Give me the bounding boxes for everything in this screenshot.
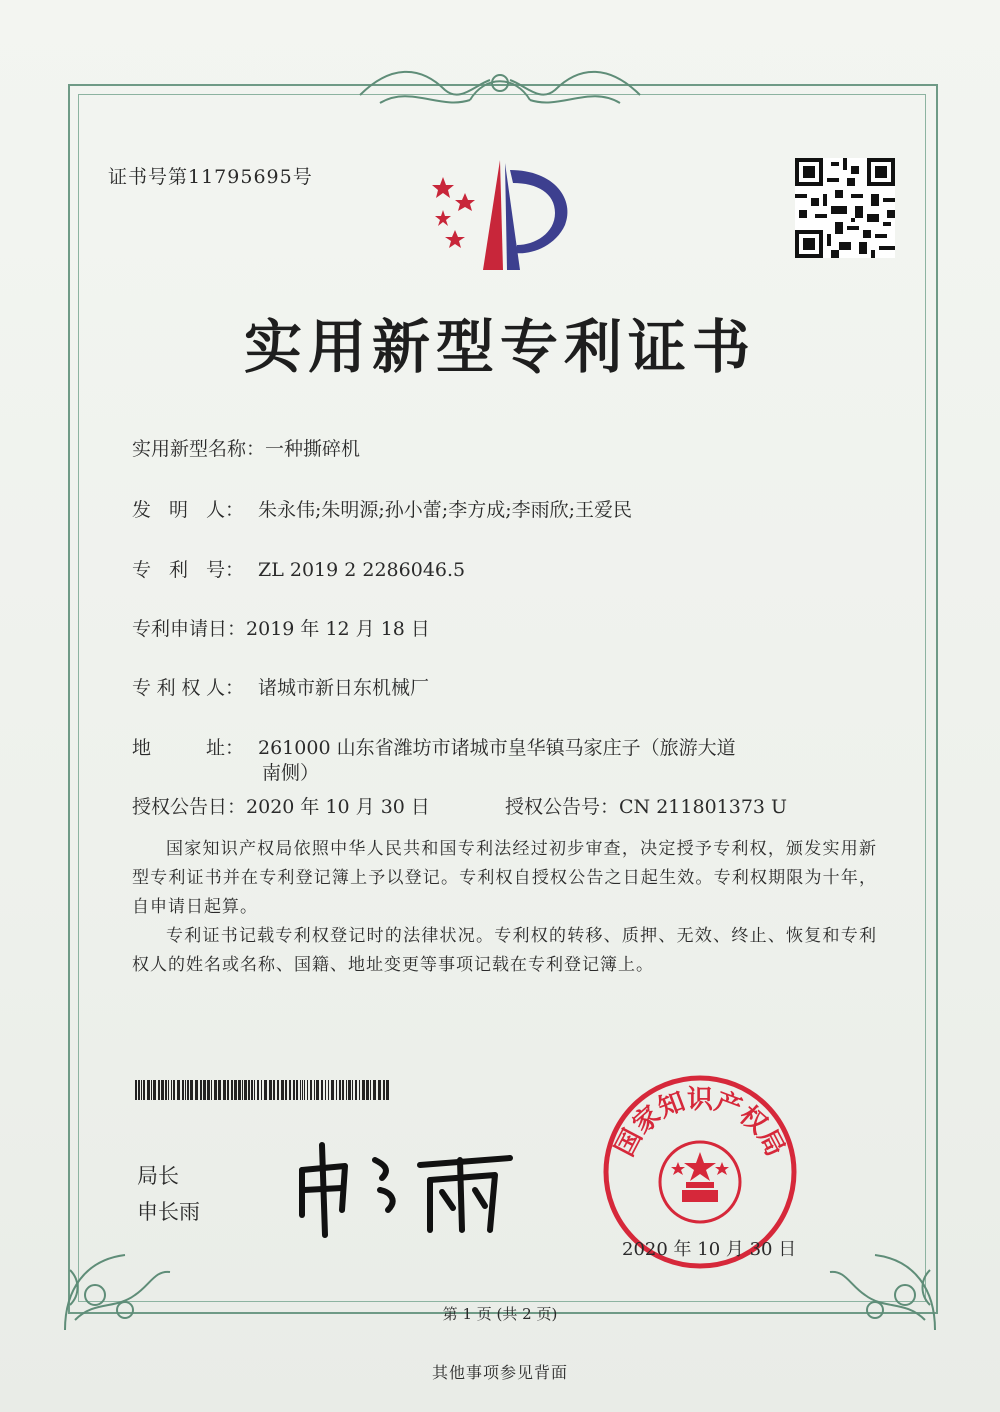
- seal-date: 2020 年 10 月 30 日: [622, 1239, 797, 1260]
- field-value: 朱永伟;朱明源;孙小蕾;李方成;李雨欣;王爱民: [258, 499, 633, 521]
- field-patent-number: [132, 555, 465, 582]
- qr-code-icon: [795, 158, 895, 258]
- statement-paragraph-2: 专利证书记载专利权登记时的法律状况。专利权的转移、质押、无效、终止、恢复和专利权人的姓名或名称、国籍、地址变更等事项记载在专利登记簿上。: [132, 926, 877, 975]
- field-label: 授权公告号：: [505, 796, 620, 818]
- director-title: 局长: [137, 1164, 179, 1188]
- field-label: 专利申请日：: [132, 618, 247, 640]
- ornament-icon: [350, 55, 650, 115]
- field-label: 专 利 号：: [132, 559, 244, 581]
- field-label: 地 址：: [132, 737, 244, 759]
- field-address-line2: 南侧）: [262, 762, 320, 784]
- director-name: 申长雨: [137, 1200, 200, 1224]
- page-indicator: 第 1 页 (共 2 页): [442, 1305, 558, 1323]
- field-value: 诸城市新日东机械厂: [258, 677, 430, 699]
- field-publication-date: [132, 792, 430, 819]
- barcode-icon: [135, 1080, 390, 1100]
- certificate-number: 证书号第11795695号: [108, 166, 313, 188]
- field-patentee: [132, 673, 429, 700]
- field-value: 一种撕碎机: [265, 438, 361, 460]
- footer-note: 其他事项参见背面: [431, 1363, 568, 1382]
- field-filing-date: [132, 614, 430, 641]
- field-utility-model-name: [132, 434, 360, 461]
- field-publication-number: [505, 792, 787, 819]
- field-address: [132, 733, 736, 760]
- director-signature: [290, 1130, 520, 1240]
- field-value: 261000 山东省潍坊市诸城市皇华镇马家庄子（旅游大道: [258, 737, 736, 759]
- field-label: 发 明 人：: [132, 499, 244, 521]
- svg-text:国家知识产权局: [610, 1085, 790, 1161]
- field-inventor: [132, 495, 632, 522]
- field-value: 2019 年 12 月 18 日: [246, 618, 430, 640]
- field-value: 2020 年 10 月 30 日: [246, 796, 430, 818]
- emblem-logo-icon: [425, 155, 580, 280]
- field-label: 实用新型名称：: [132, 438, 266, 460]
- certificate-title: 实用新型专利证书: [243, 313, 756, 381]
- field-value: ZL 2019 2 2286046.5: [258, 559, 466, 581]
- field-value: CN 211801373 U: [619, 796, 788, 818]
- statement-paragraph-1: 国家知识产权局依照中华人民共和国专利法经过初步审查，决定授予专利权，颁发实用新型专利证书并在专利登记簿上予以登记。专利权自授权公告之日起生效。专利权期限为十年，自申请日起算。: [132, 839, 877, 917]
- seal-text: 国家知识产权局: [609, 1085, 791, 1162]
- field-label: 专 利 权 人：: [132, 677, 244, 699]
- field-label: 授权公告日：: [132, 796, 247, 818]
